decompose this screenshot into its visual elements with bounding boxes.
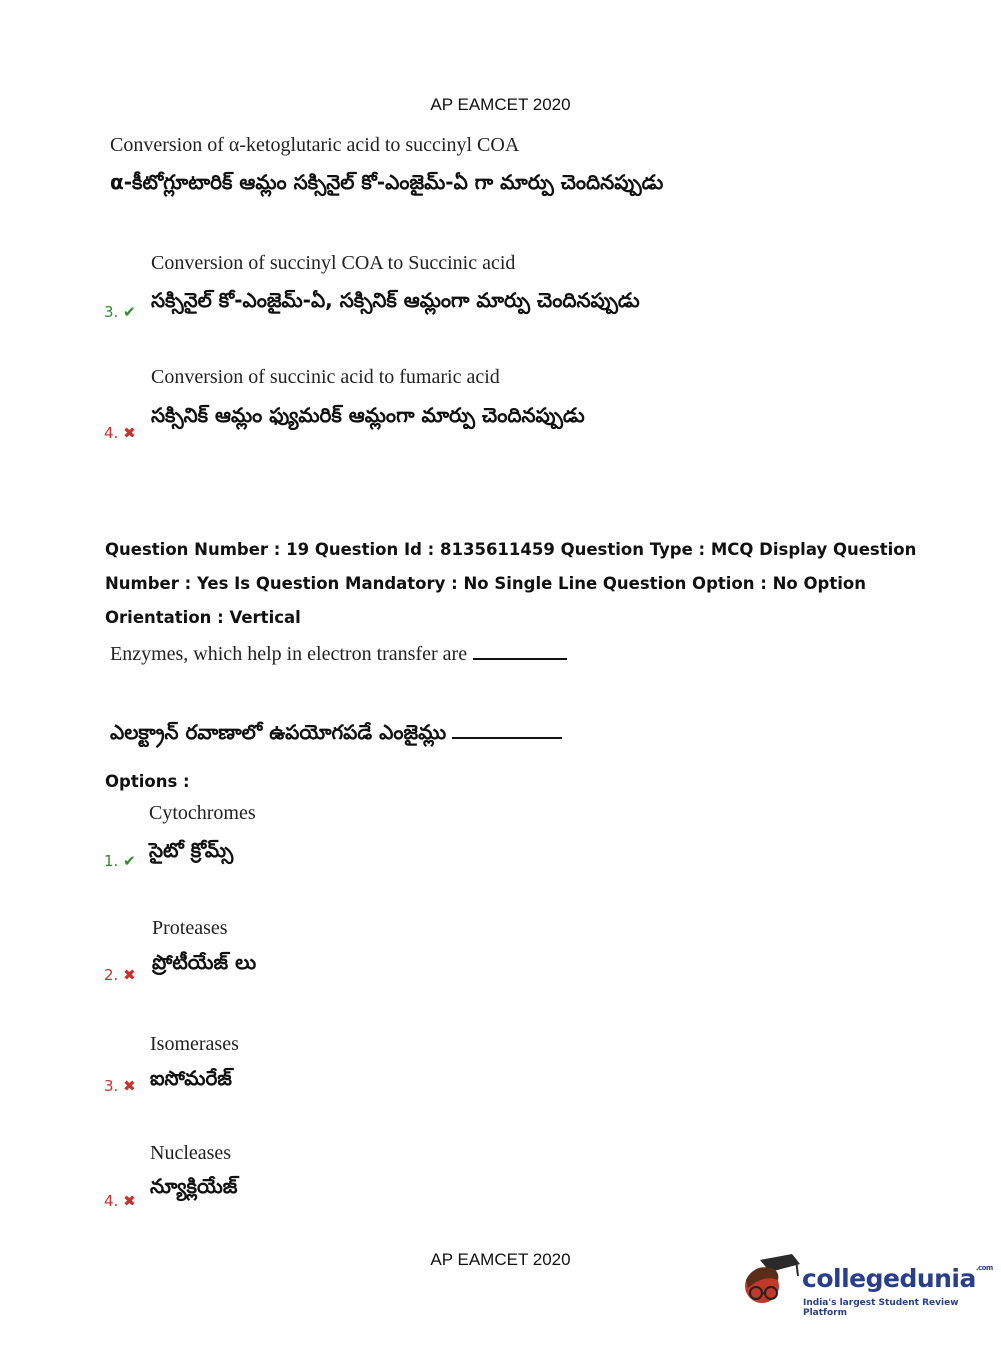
answer-blank-telugu (452, 737, 562, 739)
page-footer: AP EAMCET 2020 (430, 1250, 571, 1269)
options-label: Options : (105, 772, 190, 791)
prev-option4-number: 4. (104, 424, 119, 442)
option3-number: 3. (104, 1077, 119, 1095)
logo-com: .com (975, 1264, 993, 1272)
option2-number: 2. (104, 966, 119, 984)
option3-marker (104, 1077, 136, 1095)
cross-icon: ✖ (123, 1192, 136, 1210)
cross-icon: ✖ (123, 966, 136, 984)
question-meta-line1: Question Number : 19 Question Id : 8135611459 Question Type : MCQ Display Question (105, 540, 917, 559)
question-text-telugu-row (110, 720, 562, 749)
prev-option3-telugu: సక్సినైల్ కో-ఎంజైమ్-ఏ, సక్సినిక్ ఆమ్లంగా మార్పు చెందినప్పుడు (151, 288, 640, 312)
logo-name: collegedunia (802, 1264, 976, 1293)
logo-wordmark (802, 1264, 993, 1293)
prev-option3-number: 3. (104, 303, 119, 321)
answer-blank (473, 658, 567, 660)
question-text-english-row (110, 643, 567, 666)
prev-option4-marker (104, 424, 136, 442)
prev-option4-english: Conversion of succinic acid to fumaric acid (151, 366, 500, 388)
option1-english: Cytochromes (149, 802, 256, 824)
option3-telugu: ఐసోమరేజ్ (150, 1066, 232, 1090)
logo-tagline: India's largest Student Review Platform (803, 1298, 959, 1318)
question-text-telugu: ఎలక్ట్రాన్ రవాణాలో ఉపయోగపడే ఎంజైమ్లు (110, 720, 447, 744)
option2-telugu: ప్రోటీయేజ్ లు (152, 950, 257, 974)
option4-english: Nucleases (150, 1142, 232, 1164)
option1-number: 1. (104, 852, 119, 870)
option2-marker (104, 966, 136, 984)
option2-english: Proteases (152, 917, 228, 939)
option1-telugu: సైటో క్రోమ్స్ (149, 838, 234, 862)
cross-icon: ✖ (123, 1077, 136, 1095)
mascot-icon (740, 1250, 802, 1312)
option4-marker (104, 1192, 136, 1210)
prev-option4-telugu: సక్సినిక్ ఆమ్లం ఫ్యుమరిక్ ఆమ్లంగా మార్పు చెందినప్పుడు (151, 403, 585, 427)
option4-telugu: న్యూక్లియేజ్ (150, 1174, 238, 1198)
prev-option3-marker (104, 303, 136, 321)
option1-marker (104, 852, 136, 870)
option3-english: Isomerases (150, 1033, 239, 1055)
check-icon: ✔ (123, 303, 136, 321)
prev-option3-english: Conversion of succinyl COA to Succinic acid (151, 252, 516, 274)
option4-number: 4. (104, 1192, 119, 1210)
question-meta-line2: Number : Yes Is Question Mandatory : No Single Line Question Option : No Option (105, 574, 866, 593)
prev-option2-english: Conversion of α-ketoglutaric acid to succinyl COA (110, 134, 520, 156)
prev-option2-telugu: α-కీటోగ్లూటారిక్ ఆమ్లం సక్సినైల్ కో-ఎంజైమ్-ఏ గా మార్పు చెందినప్పుడు (110, 170, 664, 194)
collegedunia-logo (740, 1250, 993, 1320)
page-header: AP EAMCET 2020 (430, 95, 571, 114)
cross-icon: ✖ (123, 424, 136, 442)
question-meta-line3: Orientation : Vertical (105, 608, 301, 627)
question-text-english: Enzymes, which help in electron transfer are (110, 643, 468, 665)
check-icon: ✔ (123, 852, 136, 870)
